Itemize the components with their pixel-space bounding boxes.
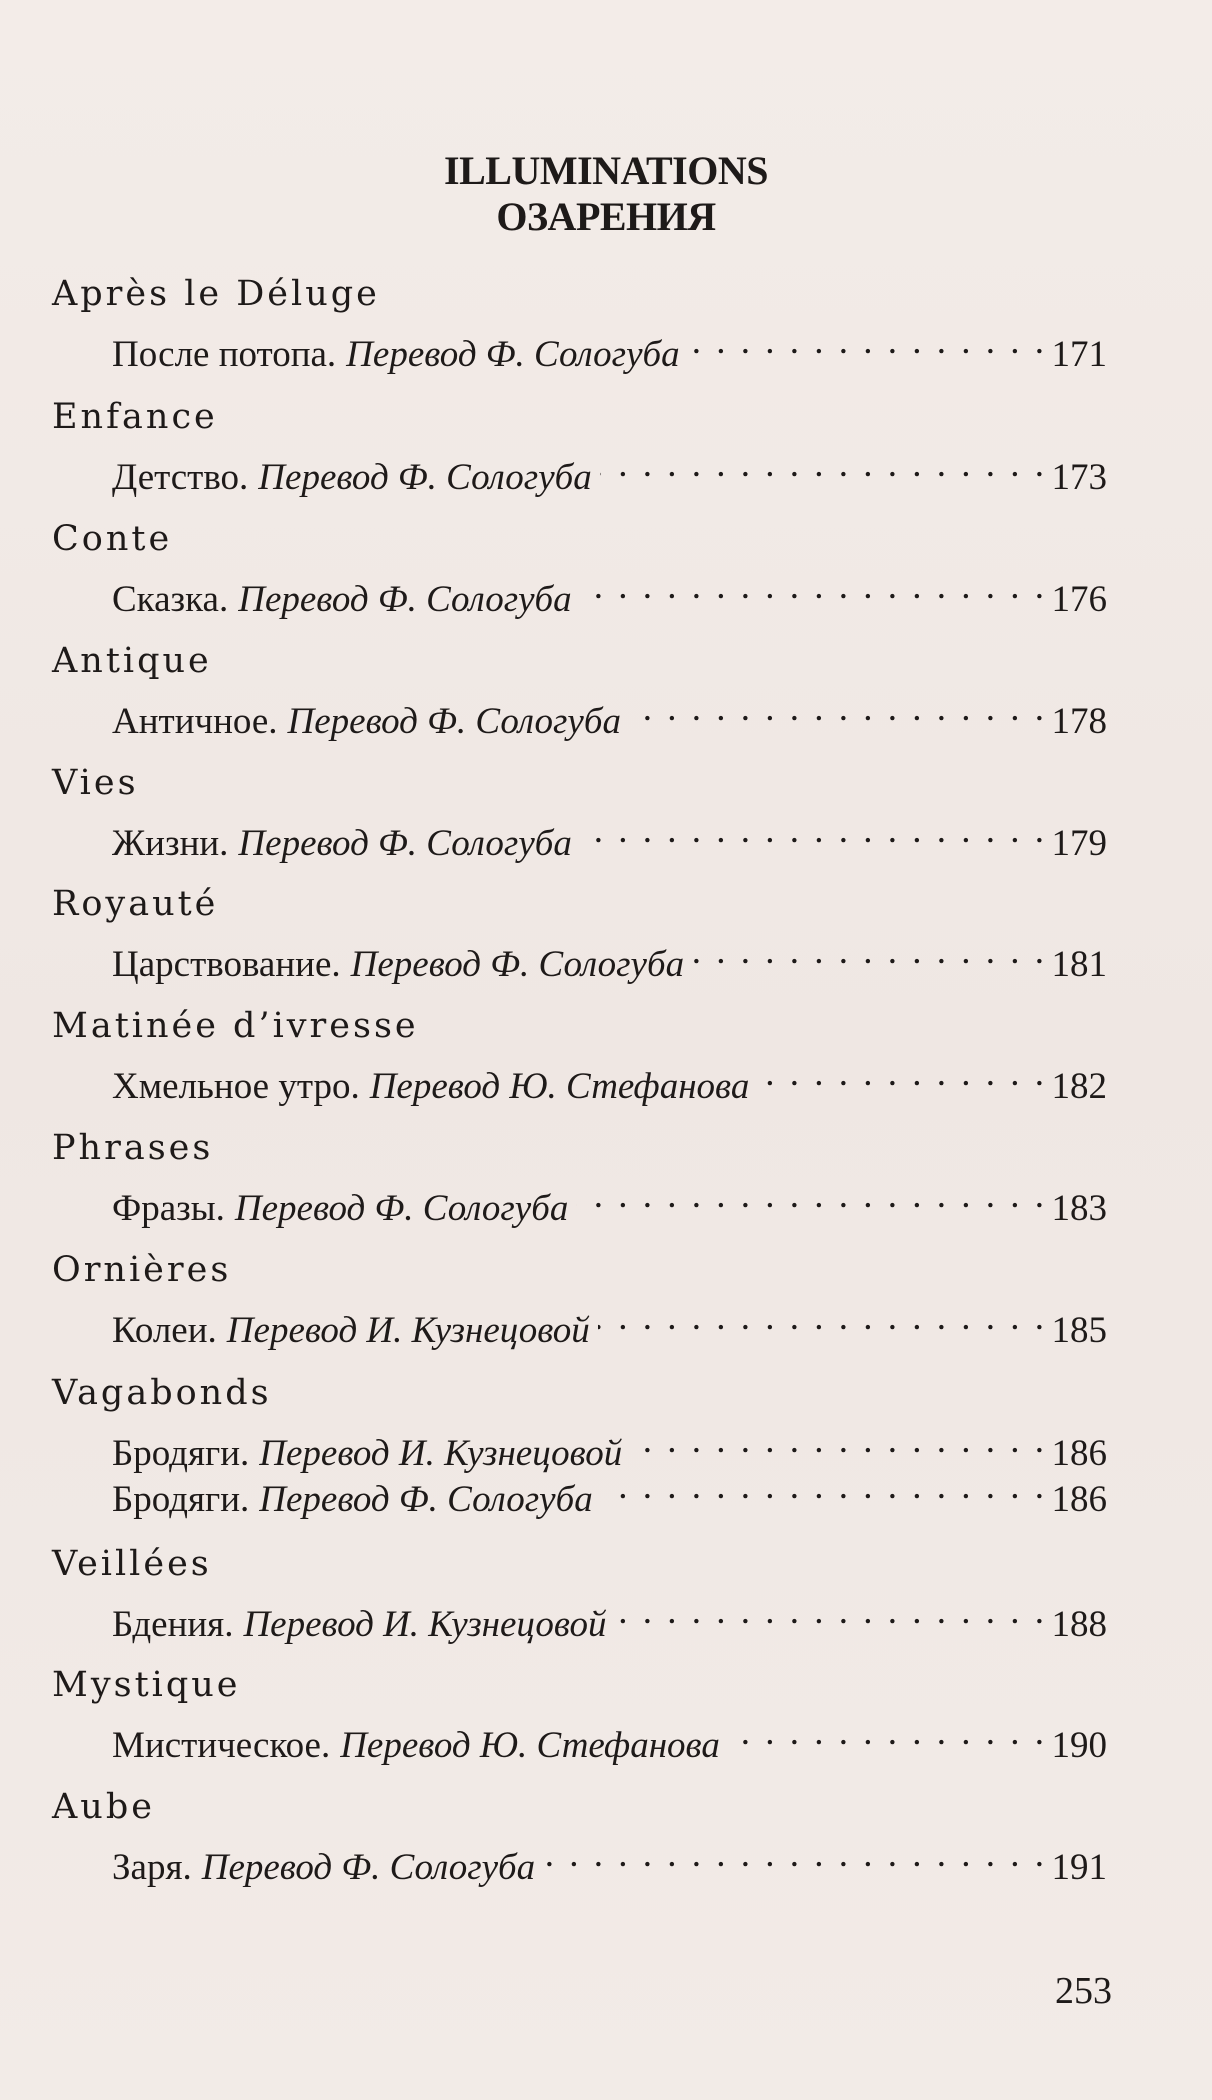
dot-leader — [629, 685, 1047, 733]
entry-original-title: Phrases — [52, 1128, 214, 1168]
entry-original-title: Mystique — [52, 1665, 241, 1705]
entry-original-title: Veillées — [52, 1544, 212, 1584]
dot-leader — [692, 928, 1047, 976]
translator-credit: Перевод Ф. Сологуба — [238, 823, 572, 864]
translator-credit: Перевод И. Кузнецовой — [243, 1604, 607, 1645]
translated-title: Фразы. — [112, 1188, 225, 1229]
entry-original-title: Vies — [52, 763, 139, 803]
entry-page-number: 186 — [1051, 1433, 1107, 1474]
translator-credit: Перевод Ф. Сологуба — [350, 944, 685, 985]
translator-credit: Перевод И. Кузнецовой — [259, 1433, 623, 1474]
translator-credit: Перевод Ф. Сологуба — [234, 1188, 569, 1229]
translated-title: Бродяги. — [112, 1479, 250, 1520]
dot-leader — [598, 1294, 1047, 1342]
entry-page-number: 181 — [1051, 944, 1107, 985]
entry-page-number: 173 — [1051, 457, 1107, 498]
dot-leader — [580, 563, 1047, 611]
entry-original-title: Royauté — [52, 884, 219, 924]
translated-title: Сказка. — [112, 579, 229, 620]
entry-page-number: 182 — [1051, 1066, 1107, 1107]
toc-entry-line[interactable] — [112, 1417, 1107, 1474]
toc-entry-line[interactable] — [112, 1172, 1107, 1229]
toc-entry-line[interactable] — [112, 441, 1107, 498]
entry-original-title: Enfance — [52, 397, 218, 437]
entry-page-number: 178 — [1051, 701, 1107, 742]
translator-credit: Перевод Ф. Сологуба — [287, 701, 621, 742]
entry-original-title: Conte — [52, 519, 173, 559]
toc-entry-line[interactable] — [112, 1831, 1107, 1888]
translated-title: Античное. — [112, 701, 278, 742]
page-number: 253 — [1055, 1970, 1112, 2012]
entry-original-title: Aube — [52, 1787, 155, 1827]
translated-title: Детство. — [112, 457, 249, 498]
entry-page-number: 188 — [1051, 1604, 1107, 1645]
entry-page-number: 179 — [1051, 823, 1107, 864]
dot-leader — [601, 1463, 1047, 1511]
translated-title: Мистическое. — [112, 1725, 331, 1766]
toc-entry-line[interactable] — [112, 928, 1107, 985]
entry-page-number: 185 — [1051, 1310, 1107, 1351]
toc-entry-line[interactable] — [112, 685, 1107, 742]
translator-credit: Перевод Ф. Сологуба — [238, 579, 572, 620]
toc-entry-line[interactable] — [112, 807, 1107, 864]
translated-title: Бродяги. — [112, 1433, 250, 1474]
entry-page-number: 186 — [1051, 1479, 1107, 1520]
translated-title: Жизни. — [112, 823, 229, 864]
entry-page-number: 191 — [1051, 1847, 1107, 1888]
translator-credit: Перевод Ю. Стефанова — [340, 1725, 720, 1766]
entry-original-title: Après le Déluge — [52, 274, 380, 314]
translated-title: Колеи. — [112, 1310, 217, 1351]
toc-entry-line[interactable] — [112, 318, 1107, 375]
dot-leader — [543, 1831, 1047, 1879]
dot-leader — [688, 318, 1047, 366]
dot-leader — [630, 1417, 1047, 1465]
entry-original-title: Matinée d’ivresse — [52, 1006, 419, 1046]
section-title-russian: ОЗАРЕНИЯ — [496, 194, 716, 239]
toc-entry-line[interactable] — [112, 1709, 1107, 1766]
dot-leader — [614, 1588, 1047, 1636]
translated-title: Заря. — [112, 1847, 192, 1888]
translated-title: Хмельное утро. — [112, 1066, 360, 1107]
translated-title: Бдения. — [112, 1604, 234, 1645]
toc-entry-line[interactable] — [112, 1463, 1107, 1520]
entry-original-title: Antique — [52, 641, 212, 681]
translated-title: Царствование. — [112, 944, 341, 985]
toc-entry-line[interactable] — [112, 1588, 1107, 1645]
toc-entry-line[interactable] — [112, 1294, 1107, 1351]
translator-credit: Перевод И. Кузнецовой — [226, 1310, 590, 1351]
dot-leader — [580, 807, 1047, 855]
entry-original-title: Vagabonds — [52, 1373, 272, 1413]
translated-title: После потопа. — [112, 334, 337, 375]
toc-entry-line[interactable] — [112, 563, 1107, 620]
translator-credit: Перевод Ф. Сологуба — [259, 1479, 593, 1520]
dot-leader — [576, 1172, 1047, 1220]
entry-page-number: 171 — [1051, 334, 1107, 375]
translator-credit: Перевод Ю. Стефанова — [369, 1066, 750, 1107]
translator-credit: Перевод Ф. Сологуба — [201, 1847, 536, 1888]
entry-original-title: Ornières — [52, 1250, 232, 1290]
translator-credit: Перевод Ф. Сологуба — [258, 457, 592, 498]
dot-leader — [757, 1050, 1047, 1098]
dot-leader — [600, 441, 1047, 489]
entry-page-number: 190 — [1051, 1725, 1107, 1766]
entry-page-number: 183 — [1051, 1188, 1107, 1229]
toc-entry-line[interactable] — [112, 1050, 1107, 1107]
translator-credit: Перевод Ф. Сологуба — [346, 334, 680, 375]
entry-page-number: 176 — [1051, 579, 1107, 620]
dot-leader — [728, 1709, 1047, 1757]
section-title-french: ILLUMINATIONS — [444, 148, 768, 193]
